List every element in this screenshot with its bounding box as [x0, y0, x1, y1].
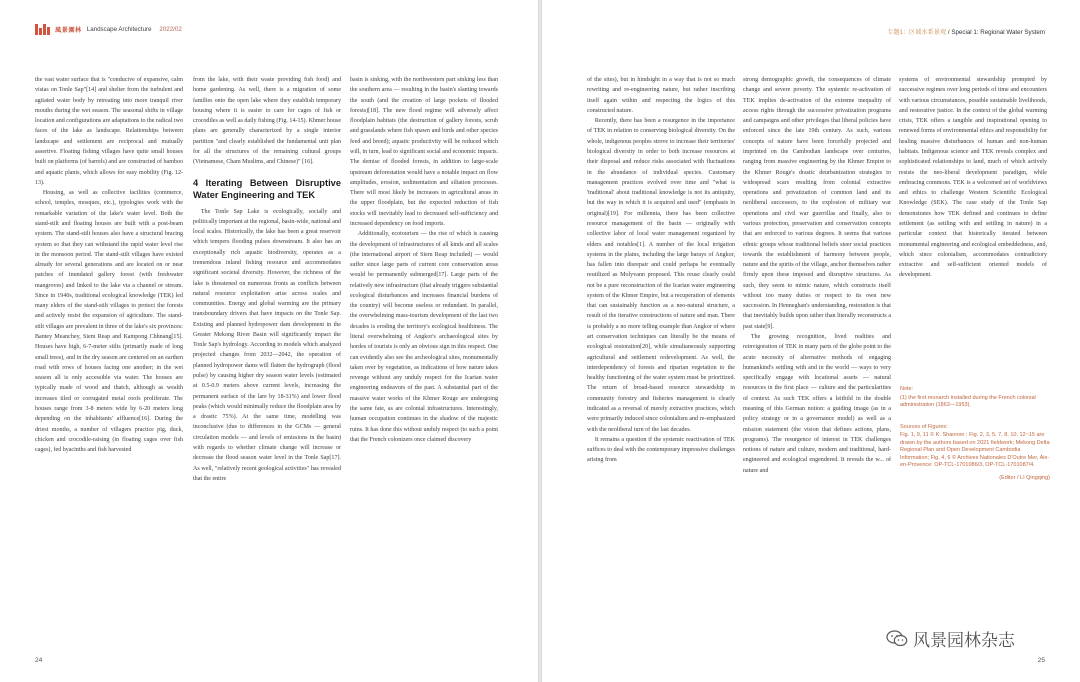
paragraph: Recently, there has been a resurgence in the importance of TEK in relation to conserving biological diversity. On the whole, indigenous peoples strove to increase their territories' biological diversity in order to both increase resources at their disposal and reduce risks associated with fluctuations in the abundance of individual species. Customary management practices evolved over time and "what is 'traditional' about traditional knowledge is not its antiquity, but the way in which it is acquired and used" (emphasis in original)[19]. For millennia, there has been collective resource management of the basin — originally with collective labor of local water management organized by elders and notables[1]. A number of the local irrigation systems in the plains, including the large barays of Angkor, has fallen into disrepair and could perhaps be eventually reutilized as Molyvann proposed. This reuse clearly could not be a pure reconstruction of the Icarian water engineering system of the Khmer Empire, but a recuperation of elements that can sustainably function as a neo-natural structure, a result of the iterative constructions of nature and man. There is probably a no more telling example than Angkor of where art conservation techniques can literally be the means of ecological restoration[20], while simultaneously supporting agricultural and settlement redevelopment. As well, the interdependency of forests and riparian vegetation to the healthy functioning of the water system must be prioritized. The return of broad-based resource stewardship in community forestry and fisheries management is clearly indicated as a reversal of merely extractive practices, which were primarily induced since colonialism and re-emphasized with the neoliberal turn of the last decades.	[587, 118, 735, 433]
left-page	[0, 0, 538, 682]
section-title-cn: 专题1：区域水系景观	[887, 29, 947, 36]
watermark	[882, 624, 1019, 653]
page-number-left: 24	[35, 657, 43, 664]
journal-name: Landscape Architecture	[86, 26, 152, 33]
paragraph: basin is sinking, with the northwestern part sinking less than the southern area — resulting in the basin's slanting towards the south (and the creation of large pockets of flooded forests)[18]. The new flood regime will adversely affect floodplain habitats (the destruction of gallery forests, scrub and grasslands where fish spawn and birds and other species feed and breed); aquatic productivity will be reduced which will, in turn, lead to significant social and economic impacts. The demise of flooded forests, in addition to large-scale upstream deforestation would have a notable impact on flow amplitudes, erosion, sedimentation and siltation processes. There will most likely be increases in agricultural areas in the upper floodplain, but the expected reduction of fish stocks will inevitably lead to decreased self-sufficiency and increased dependency on food imports.	[350, 77, 498, 227]
right-page	[542, 0, 1080, 682]
journal-issue: 2022/02	[159, 26, 182, 33]
editor-credit: (Editor / LI Qingqing)	[999, 474, 1050, 481]
paragraph: systems of environmental stewardship prompted by successive regimes over long periods of time and encounters with various circumstances, possible sustainable livelihoods, and restorative justice. In the context of the global warming crisis, TEK offers a tangible and inspirational opening to renewed forms of environmental ethics and responsibility for healing massive disturbances of human and non-human habitats. Indigenous science and TEK reveals complex and sophisticated relationships to land, much of which actively resists the neo-liberal development paradigm, while embracing commons. TEK is a welcomed set of worldviews and ethics to challenge Western Scientific Ecological Knowledge (SEK). The case study of the Tonle Sap demonstrates how TEK defined and continues to define settlement (as settling with and settling in nature) in a particular context that historically iterated between monumental engineering and ecological embeddedness, and, which since colonialism, accommodates contradictory extractive and self-sufficient oriented models of development.	[899, 77, 1047, 279]
journal-logo-icon	[35, 24, 50, 35]
paragraph: of the sites), but in hindsight in a way that is not so much rewriting and re-engineering nature, but rather inscribing itself again within and respecting the logics of this constructed nature.	[587, 77, 735, 114]
section-heading: 4 Iterating Between Disruptive Water Engineering and TEK	[193, 177, 341, 200]
section-title-en: Special 1: Regional Water System	[951, 29, 1045, 36]
watermark-text: 风景园林杂志	[913, 631, 1015, 651]
wechat-icon	[886, 630, 908, 647]
left-column-2	[193, 75, 341, 484]
left-column-3	[350, 75, 498, 445]
notes-block	[900, 386, 1050, 482]
paragraph: It remains a question if the systemic reactivation of TEK suffices to deal with the contemporary impressive challenges arising from	[587, 436, 735, 464]
paragraph: strong demographic growth, the consequences of climate change and severe poverty. The systemic re-activation of TEK implies de-activation of the extreme inequality of access rights through the successive privatization programs and campaigns and other privileges that liberal policies have enforced since the late 19th century. As such, various concepts of nature have been forcefully projected and imprinted on the Cambodian landscape over centuries, ranging from massive engineering by the Khmer Empire to the Khmer Rouge's drastic deurbanization strategies to widespread scars resulting from colonial extractive operations and privatization of common land and its neoliberal successors, to the explosion of military war operations and civil war guerrillas and finally, also to various protection, preservation and conservation concepts that are enforced to various degrees. It seems that various ethnic groups whose traditional beliefs steer social practices towards the establishment of harmony between people, nature and the spirits of the village, anchor themselves rather firmly upon these imposed and disruptive structures. As such, they seem to mimic nature, which constructs itself without too many duties or respect to its own new succession. In Henneghan's understanding, restoration is that that inevitably builds upon rather than literally reconstructs a past state[9].	[743, 77, 891, 330]
paragraph: Additionally, ecotourism — the rise of which is causing the development of infrastructures of all kinds and all scales (the international airport of Siem Reap included) — would suffer since large parts of current core conservation areas would be permanently submerged[17]. Large parts of the relatively new infrastructure (that already triggers substantial ecological disturbances and increases financial burdens of the country) will become useless or redundant. In parallel, the overwhelming mass-tourism development of the last two decades is eroding the territory's ecological healthiness. The literal overwhelming of Angkor's archaeological sites by hordes of tourists is only an obvious sign in this respect. One can evidently also see the archeological sites, monumentally taken over by vegetation, as indications of how nature takes revenge without any unduly respect for the Icarian water engineering endeavors of the past. A substantial part of the massive water works of the Khmer Rouge are undergoing the same fate, as are colonial infrastructures. Interestingly, human occupation continues in the shadow of the majestic ruins. It has done this without unduly respect (to such a point that the French colonizers once claimed discovery	[350, 231, 498, 443]
note-text: (1) the first monarch installed during the French colonial administration (1863—1953).	[900, 394, 1036, 408]
journal-logo-text: 風景園林	[55, 27, 82, 34]
paragraph: The growing recognition, lived realities and reinvigoration of TEK in many parts of the globe point to the acute necessity of alternative methods of engaging humankind's settling with and in the world — ways to very specifically engage with locational assets — natural resources in the first place — culture and the particularities of context. As such TEK offers a leitbild in the double meaning of this German notion: a guiding image (as in a policy strategy or in a governance model) as well as a mission statement (the vision that defines actions, plans, programs). The resurgence of interest in TEK challenges notions of nature and culture, modern and traditional, hard-engineered and ecological engendered. It reveals the w... of nature and	[743, 334, 891, 474]
paragraph: from the lake, with their waste providing fish food) and home gardening. As well, there is a migration of some families onto the open lake where they establish temporary housing where it is easier to care for cages of fish or crocodiles as well as daily fishing (Fig. 14-15). Khmer house plans are generally characterized by a single interior partition "and clearly established the fundamental unit plan for all the structures of the remaining cultural groups (Vietnamese, Cham Muslims, and Chinese)" [16].	[193, 77, 341, 166]
paragraph: The Tonle Sap Lake is ecologically, socially and politically important at the regional, basin-wide, national and local scales. Historically, the lake has been a great reservoir which tempers flooding pulses downstream. It also has an exceptionally rich aquatic biodiversity, operates as a tremendous inland fishing resource and accommodates significant societal diversity. However, the richness of the lake is threatened on numerous fronts as conflicts between natural resource exploitation arise across scales and communities. Energy and global warming are the primary transboundary drivers that have impacts on the Tonle Sap. Existing and planned hydropower dam development in the Greater Mekong River Basin will significantly impact the Tonle Sap's hydrology. According to models which analyzed projected changes from 2032—2042, the operation of planned hydropower dams will flatten the hydrograph (flood pulse) by causing higher dry season water levels (estimated at 0.5-0.9 meters above current levels, increasing the permanent surface of the lare by 18-31%) and lower flood peaks (which would minimally reduce the floodplain area by a drastic 75%). At the same time, modelling was inconclusive (due to differences in the GCMs — general circulation models — and levels of emissions in the basin) with regards to whether climate change will increase or decrease the flood season water level in the Tonle Sap[17]. As well, "relatively recent geological activities" has revealed that the entire	[193, 208, 341, 482]
paragraph: the vast water surface that is "conducive of expansive, calm vistas on Tonle Sap"[14] and shelter from the turbulent and agitated water body by retreating into more tranquil river mouths during the wet season. The seasonal shifts in village location and configurations are adaptations to the radical two faces of the lake as landscape. Relationships between landscape and settlement are reciprocal and mutually assertive. Floating fishing villages have quite small houses built on platforms (of barrels) and are constructed of bamboo and aquatic plants, which allows for easy mobility (Fig. 12-13).	[35, 77, 183, 186]
right-column-1	[587, 75, 735, 466]
paragraph: Housing, as well as collective facilities (commerce, school, temples, mosques, etc.), typologies work with the remarkable variation of the lake's water level. Both the stand-stilt and floating houses are built with a post-beam system. The stand-stilt houses also have a structural bracing system so that they can withstand the rapid water level rise in the monsoon period. The stand-stilt villages have existed already for several generations and are located on or near patches of inundated gallery forest (with freshwater mangroves) and linked to the lake via a channel or stream. Since in 1940s, traditional ecological knowledge (TEK) led many elders of the stand-stilt villages to protect the forests and actively resist the expansion of agriculture. The stand-stilt villages are prevalent in three of the lake's six provinces: Bantey Meanchey, Siem Reap and Kampong Chhnang[15]. Houses have high, 6-7-meter stilts (primarily made of long small trees), and in the dry season are centered on an earthen road with rows of houses facing one another; in the wet season all is only accessible via water. The houses are typically made of wood and thatch, although as wealth increases tiled or corrugated metal roofs proliferate. The houses range from 3-8 meters wide by 6-20 meters long depending on the inhabitants' affluence[16]. During the driest months, a number of villagers practice pig, duck, chicken and crocodile-raising (in floating cages over fish cages), fed hyacinths and fish harvested	[35, 190, 183, 454]
right-page-header: 专题1：区域水系景观 / Special 1: Regional Water System	[887, 29, 1045, 36]
sources-text: Fig. 1, 9, 11 © K. Shannon ; Fig. 2, 3, 5, 7, 8, 10, 12~15 are drawn by the authors based on 2021 fieldwork; Mekong Delta Regional Plan and Open Development Cambodia Information; Fig. 4, 6 © Archives Nationales D'Outre Mer, Aix-en-Provence: OP-TCL-1701086/3, OP-TCL-1701087/4.	[900, 432, 1050, 468]
page-number-right: 25	[1037, 657, 1045, 664]
sources-label: Sources of Figures:	[900, 423, 948, 430]
note-label: Note:	[900, 386, 914, 392]
left-page-header	[35, 24, 182, 35]
left-column-1	[35, 75, 183, 455]
right-column-2	[743, 75, 891, 476]
right-column-3	[899, 75, 1047, 281]
